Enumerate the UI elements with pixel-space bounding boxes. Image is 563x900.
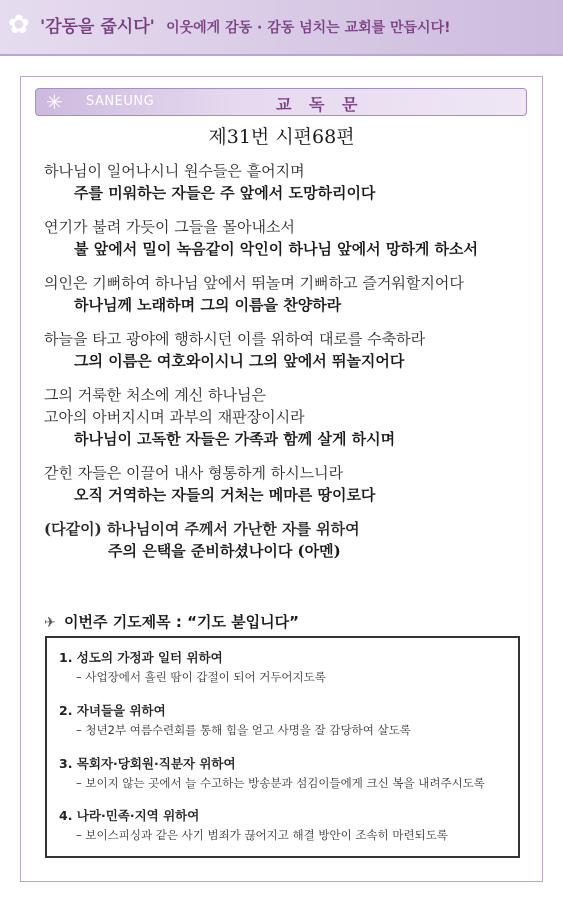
leader-line: 의인은 기뻐하여 하나님 앞에서 뛰놀며 기뻐하고 즐거워할지어다 xyxy=(44,274,464,292)
stanza xyxy=(44,384,539,450)
stanza xyxy=(44,462,539,506)
prayer-list xyxy=(45,636,520,858)
response-line: 주의 은택을 준비하셨나이다 (아멘) xyxy=(108,542,341,560)
brand-label: SANEUNG xyxy=(86,94,155,109)
list-item xyxy=(59,754,485,791)
leader-line: 고아의 아버지시며 과부의 재판장이시라 xyxy=(44,408,305,426)
prayer-item-desc: – 보이지 않는 곳에서 늘 수고하는 방송분과 섬김이들에게 크신 복을 내려주시도록 xyxy=(76,776,485,790)
list-item xyxy=(59,648,326,685)
stanza xyxy=(44,272,539,316)
stanza xyxy=(44,216,539,260)
stanza xyxy=(44,160,539,204)
list-item xyxy=(59,806,448,843)
prayer-item-title: 2. 자녀들을 위하여 xyxy=(59,703,166,718)
response-line: 그의 이름은 여호와이시니 그의 앞에서 뛰놀지어다 xyxy=(74,352,405,370)
section-title-bar xyxy=(35,88,527,116)
stanza xyxy=(44,328,539,372)
leader-line: 연기가 불려 가듯이 그들을 몰아내소서 xyxy=(44,218,295,236)
prayer-item-title: 4. 나라·민족·지역 위하여 xyxy=(59,808,200,823)
flower-icon: ✿ xyxy=(8,10,30,40)
leader-line: (다같이) 하나님이여 주께서 가난한 자를 위하여 xyxy=(44,520,360,538)
response-line: 오직 거역하는 자들의 거처는 메마른 땅이로다 xyxy=(74,486,376,504)
section-title: 교 독 문 xyxy=(276,95,364,114)
leader-line: 갇힌 자들은 이끌어 내사 형통하게 하시느니라 xyxy=(44,464,344,482)
banner-text xyxy=(40,10,553,44)
top-banner xyxy=(0,0,563,56)
prayer-item-desc: – 사업장에서 흘린 땀이 갑절이 되어 거두어지도록 xyxy=(76,670,326,684)
banner-slogan: '감동을 줍시다' xyxy=(40,17,155,37)
prayer-item-desc: – 보이스피싱과 같은 사기 범죄가 끊어지고 해결 방안이 조속히 마련되도록 xyxy=(76,828,448,842)
psalm-title: 제31번 시편68편 xyxy=(208,126,355,148)
prayer-heading xyxy=(44,611,299,632)
dove-icon: ✈ xyxy=(44,615,56,631)
banner-subtitle: 이웃에게 감동 · 감동 넘치는 교회를 만듭시다! xyxy=(166,20,451,36)
prayer-heading-text: 이번주 기도제목 : “기도 붇입니다” xyxy=(64,613,299,631)
prayer-item-title: 1. 성도의 가정과 일터 위하여 xyxy=(59,650,223,665)
stanza-unison xyxy=(44,518,539,562)
leader-line: 그의 거룩한 처소에 계신 하나님은 xyxy=(44,386,266,404)
leader-line: 하늘을 타고 광야에 행하시던 이를 위하여 대로를 수축하라 xyxy=(44,330,426,348)
leader-line: 하나님이 일어나시니 원수들은 흩어지며 xyxy=(44,162,305,180)
list-item xyxy=(59,701,411,738)
responsive-reading xyxy=(44,160,539,574)
response-line: 하나님께 노래하며 그의 이름을 찬양하라 xyxy=(74,296,342,314)
response-line: 주를 미워하는 자들은 주 앞에서 도망하리이다 xyxy=(74,184,376,202)
response-line: 하나님이 고독한 자들은 가족과 함께 살게 하시며 xyxy=(74,430,396,448)
prayer-item-title: 3. 목회자·당회원·직분자 위하여 xyxy=(59,756,236,771)
prayer-item-desc: – 청년2부 여름수련회를 통해 힘을 얻고 사명을 잘 감당하여 살도록 xyxy=(76,723,411,737)
response-line: 불 앞에서 밀이 녹음같이 악인이 하나님 앞에서 망하게 하소서 xyxy=(74,240,479,258)
flower-icon: ✳ xyxy=(46,90,63,114)
